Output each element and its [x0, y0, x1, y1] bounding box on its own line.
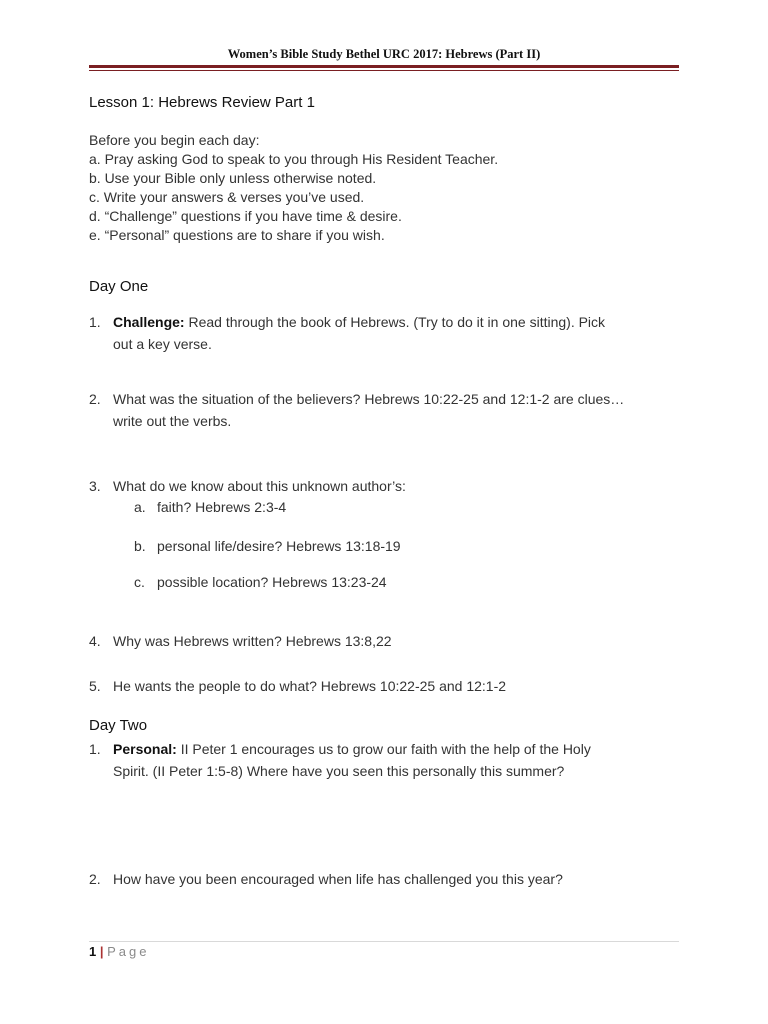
question-number: 3.	[89, 478, 101, 494]
intro-item: b. Use your Bible only unless otherwise noted.	[89, 170, 377, 186]
intro-item: e. “Personal” questions are to share if you wish.	[89, 227, 385, 243]
question-number: 2.	[89, 391, 101, 407]
day-one-question-3c	[134, 571, 387, 593]
day-two-question-2	[89, 868, 679, 890]
sub-question-text: personal life/desire? Hebrews 13:18-19	[157, 538, 401, 554]
lesson-title: Lesson 1: Hebrews Review Part 1	[89, 94, 315, 111]
intro-item: a. Pray asking God to speak to you through His Resident Teacher.	[89, 151, 499, 167]
day-one-question-4	[89, 630, 679, 652]
document-header-title: Women’s Bible Study Bethel URC 2017: Hebrews (Part II)	[227, 47, 541, 61]
day-one-question-3b	[134, 535, 401, 557]
sub-question-letter: c.	[134, 574, 145, 590]
question-text: Read through the book of Hebrews. (Try to do it in one sitting). Pick	[184, 314, 606, 330]
page-label: Page	[107, 944, 150, 959]
footer-separator: |	[99, 944, 104, 959]
question-text: What was the situation of the believers? Hebrews 10:22-25 and 12:1-2 are clues…	[113, 391, 625, 407]
day-one-heading: Day One	[89, 278, 149, 295]
day-one-question-3	[89, 475, 679, 497]
header-rule-thick	[89, 65, 679, 68]
question-text: He wants the people to do what? Hebrews 10:22-25 and 12:1-2	[113, 678, 507, 694]
question-text: How have you been encouraged when life has challenged you this year?	[113, 871, 563, 887]
question-text: Why was Hebrews written? Hebrews 13:8,22	[113, 633, 392, 649]
day-one-question-2	[89, 388, 679, 432]
day-one-question-5	[89, 675, 679, 697]
question-number: 2.	[89, 871, 101, 887]
question-text-continued: out a key verse.	[113, 336, 212, 352]
sub-question-letter: a.	[134, 499, 146, 515]
intro-instructions	[89, 131, 498, 245]
day-one-question-1	[89, 311, 679, 355]
question-number: 5.	[89, 678, 101, 694]
page-number: 1	[89, 944, 97, 959]
question-text: II Peter 1 encourages us to grow our faith with the help of the Holy	[176, 741, 591, 757]
header-rule-thin	[89, 70, 679, 71]
question-number: 1.	[89, 314, 101, 330]
question-number: 1.	[89, 741, 101, 757]
sub-question-text: faith? Hebrews 2:3-4	[157, 499, 287, 515]
page-footer	[89, 944, 150, 959]
day-two-question-1	[89, 738, 679, 782]
intro-item: d. “Challenge” questions if you have time & desire.	[89, 208, 402, 224]
sub-question-text: possible location? Hebrews 13:23-24	[157, 574, 387, 590]
question-number: 4.	[89, 633, 101, 649]
question-label-challenge: Challenge:	[113, 314, 185, 330]
day-two-heading: Day Two	[89, 717, 148, 734]
footer-rule	[89, 941, 679, 942]
question-text-continued: Spirit. (II Peter 1:5-8) Where have you seen this personally this summer?	[113, 763, 565, 779]
intro-item: c. Write your answers & verses you’ve used.	[89, 189, 365, 205]
question-text: What do we know about this unknown author’s:	[113, 478, 406, 494]
day-one-question-3a	[134, 496, 286, 518]
sub-question-letter: b.	[134, 538, 146, 554]
question-label-personal: Personal:	[113, 741, 177, 757]
intro-lead: Before you begin each day:	[89, 132, 260, 148]
question-text-continued: write out the verbs.	[113, 413, 232, 429]
